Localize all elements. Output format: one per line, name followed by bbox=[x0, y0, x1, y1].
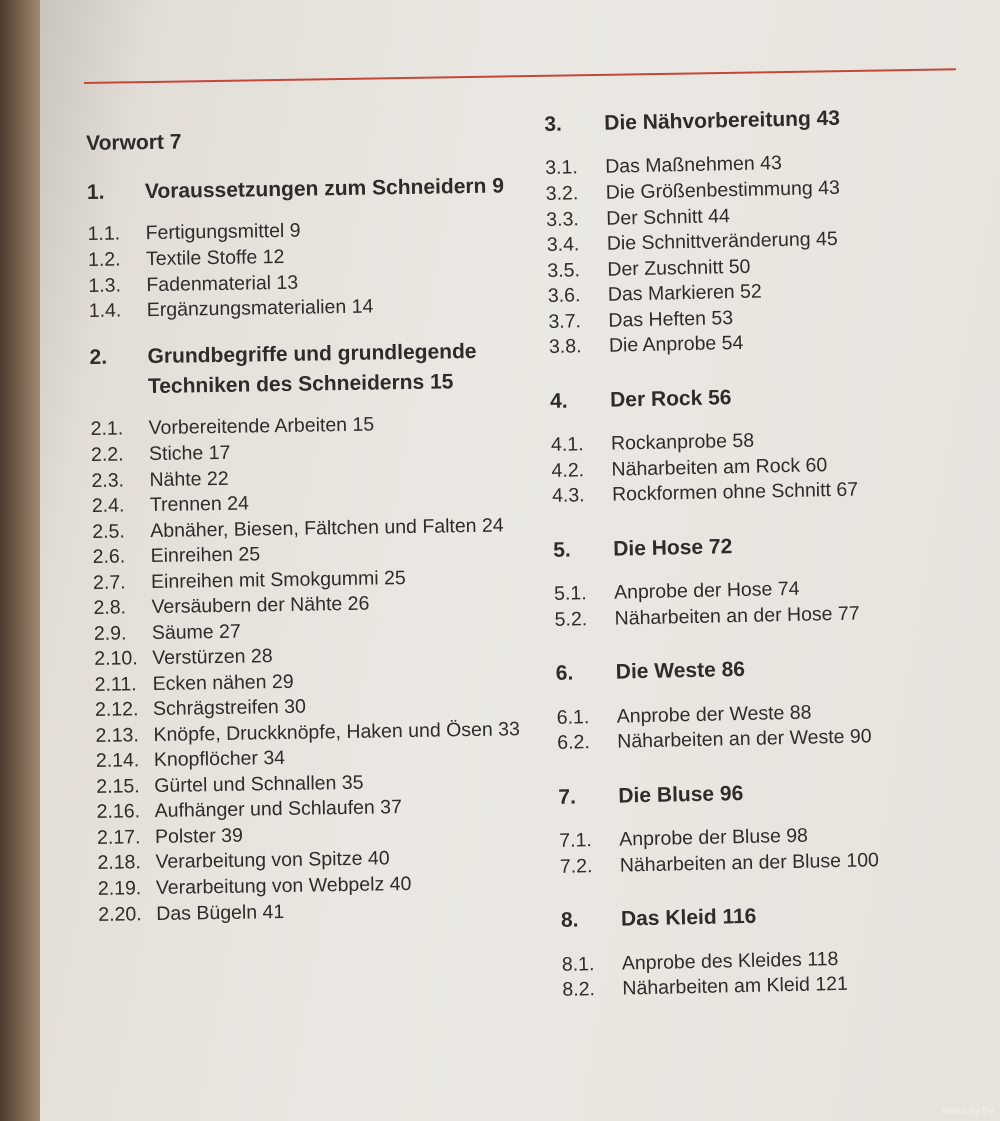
section-title: Fadenmaterial 13 bbox=[146, 271, 299, 296]
section-title: Näharbeiten an der Weste 90 bbox=[617, 725, 872, 753]
section-title: Stiche 17 bbox=[148, 441, 231, 466]
section-number: 1.2. bbox=[87, 248, 121, 271]
section-title: Die Schnittveränderung 45 bbox=[606, 227, 838, 255]
section-number: 2.11. bbox=[94, 673, 137, 696]
section-title: Anprobe des Kleides 118 bbox=[621, 947, 839, 975]
section-title: Rockformen ohne Schnitt 67 bbox=[611, 478, 859, 506]
chapter-heading bbox=[556, 650, 997, 690]
section-number: 1.4. bbox=[88, 299, 122, 323]
section-title: Vorbereitende Arbeiten 15 bbox=[148, 413, 375, 440]
toc-chapter bbox=[553, 526, 995, 633]
section-number: 3.4. bbox=[546, 233, 580, 256]
section-number: 3.2. bbox=[545, 182, 579, 205]
section-number: 2.7. bbox=[92, 571, 126, 594]
section-number: 1.1. bbox=[87, 222, 121, 246]
chapter-title: Das Kleid 116 bbox=[620, 904, 757, 931]
section-title: Knöpfe, Druckknöpfe, Haken und Ösen 33 bbox=[153, 718, 521, 746]
chapter-heading bbox=[553, 526, 994, 566]
chapter-heading bbox=[87, 171, 527, 208]
section-number: 2.1. bbox=[90, 417, 124, 441]
section-title: Anprobe der Weste 88 bbox=[616, 701, 812, 728]
section-number: 4.1. bbox=[550, 433, 584, 457]
chapter-number: 4. bbox=[549, 389, 568, 413]
section-list bbox=[551, 424, 993, 510]
section-title: Verarbeitung von Spitze 40 bbox=[155, 847, 390, 874]
section-number: 8.1. bbox=[561, 952, 595, 976]
chapter-title: Die Weste 86 bbox=[615, 658, 746, 684]
toc-chapter bbox=[556, 650, 998, 757]
section-number: 2.16. bbox=[96, 800, 141, 824]
section-list bbox=[87, 216, 529, 325]
section-number: 2.8. bbox=[93, 596, 127, 620]
chapter-number: 5. bbox=[552, 538, 571, 562]
chapter-title: Die Hose 72 bbox=[612, 534, 733, 561]
section-number: 2.6. bbox=[92, 545, 126, 569]
toc-chapter bbox=[544, 101, 989, 361]
section-title: Textile Stoffe 12 bbox=[145, 245, 285, 271]
chapter-title: Voraussetzungen zum Schneidern 9 bbox=[144, 174, 505, 204]
section-number: 3.5. bbox=[547, 258, 581, 282]
section-number: 8.2. bbox=[562, 978, 596, 1001]
section-list bbox=[559, 820, 1000, 880]
section-title: Gürtel und Schnallen 35 bbox=[154, 771, 364, 797]
section-number: 7.1. bbox=[559, 829, 593, 852]
section-title: Der Schnitt 44 bbox=[606, 204, 731, 230]
section-number: 1.3. bbox=[88, 273, 122, 297]
section-title: Einreihen 25 bbox=[150, 543, 261, 568]
section-number: 2.14. bbox=[95, 749, 140, 773]
section-title: Polster 39 bbox=[154, 824, 244, 848]
chapter-number: 2. bbox=[89, 345, 108, 369]
section-number: 2.20. bbox=[98, 902, 142, 926]
section-number: 2.19. bbox=[97, 877, 142, 900]
section-number: 2.2. bbox=[90, 443, 124, 466]
section-title: Anprobe der Hose 74 bbox=[613, 577, 800, 604]
section-title: Fertigungsmittel 9 bbox=[145, 220, 301, 245]
section-title: Trennen 24 bbox=[149, 492, 250, 517]
section-list bbox=[554, 573, 995, 633]
chapter-number: 7. bbox=[558, 785, 577, 809]
section-number: 6.2. bbox=[557, 731, 591, 755]
chapter-number: 1. bbox=[86, 180, 105, 204]
section-number: 3.1. bbox=[544, 156, 578, 180]
section-number: 3.6. bbox=[547, 284, 581, 308]
section-title: Knopflöcher 34 bbox=[153, 747, 286, 772]
section-list bbox=[545, 147, 989, 360]
section-number: 2.5. bbox=[92, 520, 125, 543]
section-number: 3.3. bbox=[546, 207, 580, 231]
section-title: Rockanprobe 58 bbox=[610, 429, 755, 455]
section-title: Anprobe der Bluse 98 bbox=[619, 824, 809, 851]
toc-chapter bbox=[87, 171, 529, 324]
section-title: Näharbeiten an der Hose 77 bbox=[614, 602, 860, 630]
chapter-heading bbox=[550, 377, 991, 417]
section-title: Das Maßnehmen 43 bbox=[604, 152, 783, 179]
section-title: Die Anprobe 54 bbox=[608, 332, 744, 357]
section-number: 2.10. bbox=[94, 647, 138, 671]
section-number: 2.15. bbox=[96, 775, 140, 798]
section-title: Schrägstreifen 30 bbox=[152, 695, 307, 721]
watermark: www.ay.by bbox=[942, 1105, 994, 1117]
toc-chapter bbox=[561, 897, 1000, 1004]
section-title: Das Heften 53 bbox=[608, 306, 734, 332]
section-title: Einreihen mit Smokgummi 25 bbox=[150, 566, 406, 593]
section-title: Näharbeiten an der Bluse 100 bbox=[619, 848, 880, 877]
toc-chapter bbox=[558, 773, 1000, 880]
section-title: Nähte 22 bbox=[149, 467, 229, 491]
section-title: Abnäher, Biesen, Fältchen und Falten 24 bbox=[150, 514, 504, 542]
section-title: Aufhänger und Schlaufen 37 bbox=[154, 796, 403, 823]
section-number: 3.8. bbox=[548, 335, 582, 359]
section-number: 5.2. bbox=[554, 607, 588, 631]
section-number: 2.18. bbox=[97, 851, 142, 875]
section-title: Das Bügeln 41 bbox=[156, 900, 285, 925]
toc-chapter bbox=[89, 336, 538, 928]
right-chapters bbox=[544, 101, 1000, 1004]
chapter-title: Die Nähvorbereitung 43 bbox=[604, 106, 841, 135]
section-title: Ergänzungsmaterialien 14 bbox=[146, 295, 374, 322]
section-number: 4.3. bbox=[551, 484, 585, 508]
chapter-number: 6. bbox=[555, 661, 574, 686]
chapter-title: Der Rock 56 bbox=[609, 385, 732, 412]
section-title: Versäubern der Nähte 26 bbox=[151, 592, 370, 619]
section-number: 2.4. bbox=[91, 494, 125, 517]
section-title: Die Größenbestimmung 43 bbox=[605, 176, 841, 204]
chapter-heading bbox=[558, 773, 999, 813]
section-title: Der Zuschnitt 50 bbox=[607, 255, 751, 281]
section-number: 4.2. bbox=[551, 458, 585, 482]
section-number: 5.1. bbox=[553, 582, 587, 606]
section-number: 2.17. bbox=[96, 826, 141, 849]
section-number: 2.3. bbox=[91, 468, 125, 492]
toc-left-column bbox=[86, 125, 539, 946]
section-title: Ecken nähen 29 bbox=[152, 670, 294, 695]
section-title: Das Markieren 52 bbox=[607, 280, 762, 306]
section-list bbox=[562, 943, 1000, 1003]
section-number: 7.2. bbox=[559, 854, 593, 878]
chapter-number: 3. bbox=[544, 112, 563, 136]
section-number: 2.13. bbox=[95, 724, 140, 747]
chapter-heading bbox=[561, 897, 1000, 937]
section-number: 3.7. bbox=[548, 309, 582, 333]
section-title: Verarbeitung von Webpelz 40 bbox=[155, 872, 412, 899]
section-list bbox=[90, 410, 538, 927]
chapter-heading bbox=[89, 336, 530, 404]
chapter-title: Grundbegriffe und grundlegende Techniken des Schneiderns 15 bbox=[147, 339, 477, 399]
section-list bbox=[556, 696, 997, 756]
toc-chapter bbox=[550, 377, 992, 509]
chapter-number: 8. bbox=[560, 908, 579, 933]
section-number: 6.1. bbox=[556, 705, 590, 729]
section-number: 2.9. bbox=[93, 622, 127, 645]
chapter-title: Die Bluse 96 bbox=[618, 781, 744, 808]
section-entry bbox=[98, 896, 538, 928]
foreword-entry: Vorwort 7 bbox=[86, 130, 182, 155]
toc-right-column bbox=[544, 101, 1000, 1030]
section-title: Näharbeiten am Rock 60 bbox=[611, 453, 828, 481]
section-number: 2.12. bbox=[94, 698, 139, 722]
section-title: Säume 27 bbox=[151, 620, 241, 644]
section-title: Verstürzen 28 bbox=[152, 645, 273, 670]
left-chapters bbox=[87, 171, 539, 928]
section-title: Näharbeiten am Kleid 121 bbox=[622, 973, 849, 1000]
